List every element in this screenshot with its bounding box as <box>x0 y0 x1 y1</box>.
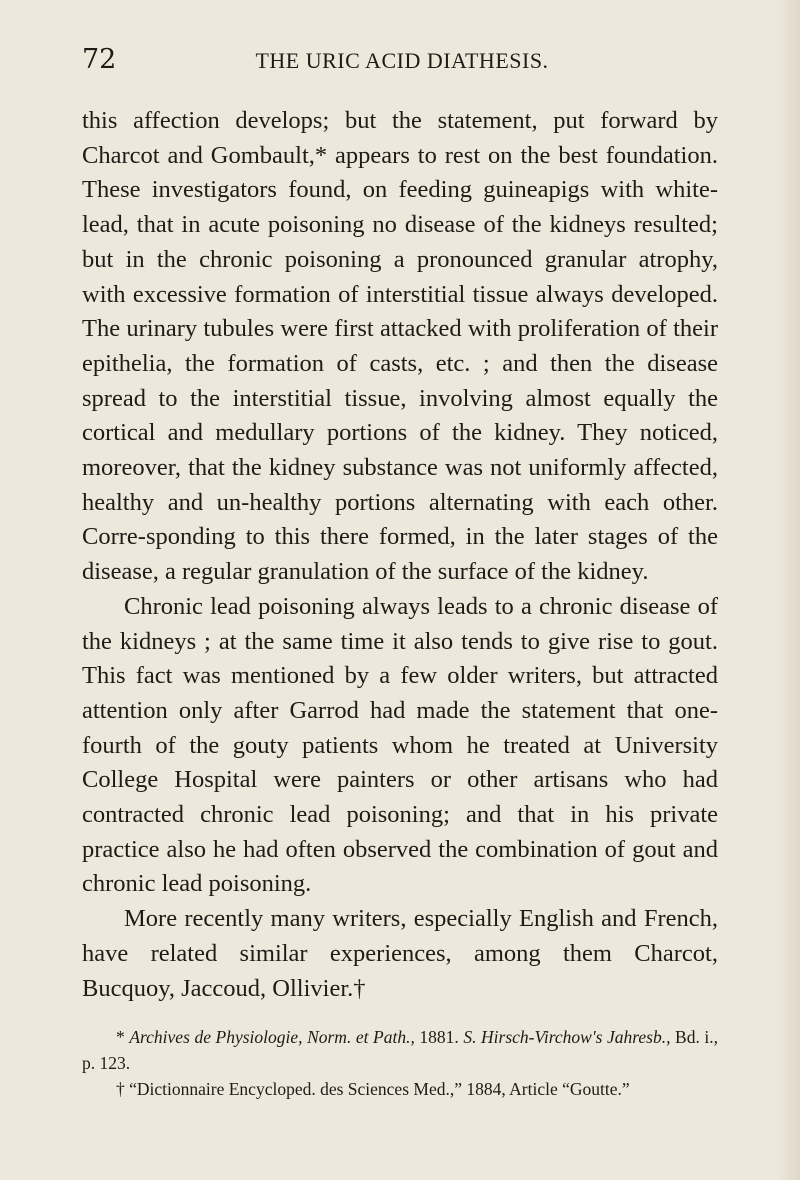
page-edge-shadow <box>778 0 800 1180</box>
running-title: THE URIC ACID DIATHESIS. <box>255 48 549 73</box>
paragraph-2: Chronic lead poisoning always leads to a chronic disease of the kidneys ; at the same time it also tends to give rise to gout. This fact was mentioned by a few older writers, but attracted attention only after Garrod had made the statement that one-fourth of the gouty patients whom he treated at University College Hospital were painters or other artisans who had contracted chronic lead poisoning; and that in his private practice also he had often observed the combination of gout and chronic lead poisoning. <box>82 592 718 898</box>
paragraph-3: More recently many writers, especially English and French, have related similar experiences, among them Charcot, Bucquoy, Jaccoud, Ollivier.† <box>82 905 718 1002</box>
footnote-1-ref-rest: Bd. i., p. 123. <box>82 1027 719 1073</box>
footnote-1-ref: S. Hirsch-Virchow's Jahresb., <box>463 1027 671 1047</box>
body-text <box>82 104 718 1006</box>
footnotes <box>82 1024 718 1102</box>
footnote-1-year: 1881. <box>419 1027 459 1047</box>
footnote-1 <box>82 1024 718 1076</box>
footnote-2: † “Dictionnaire Encycloped. des Sciences Med.,” 1884, Article “Goutte.” <box>116 1079 630 1099</box>
page-header <box>82 44 722 84</box>
page-number: 72 <box>82 44 117 75</box>
footnote-1-journal: Archives de Physiologie, Norm. et Path., <box>129 1027 415 1047</box>
footnote-1-mark: * <box>116 1027 125 1047</box>
paragraph-1: this affection develops; but the statement, put forward by Charcot and Gombault,* appears to rest on the best foundation. These investigators found, on feeding guineapigs with white-lead, that in acute poisoning no disease of the kidneys resulted; but in the chronic poisoning a pronounced granular atrophy, with excessive formation of interstitial tissue always developed. The urinary tubules were first attacked with proliferation of their epithelia, the formation of casts, etc. ; and then the disease spread to the interstitial tissue, involving almost equally the cortical and medullary portions of the kidney. They noticed, moreover, that the kidney substance was not uniformly affected, healthy and un-healthy portions alternating with each other. Corre-sponding to this there formed, in the later stages of the disease, a regular granulation of the surface of the kidney. <box>82 107 718 586</box>
